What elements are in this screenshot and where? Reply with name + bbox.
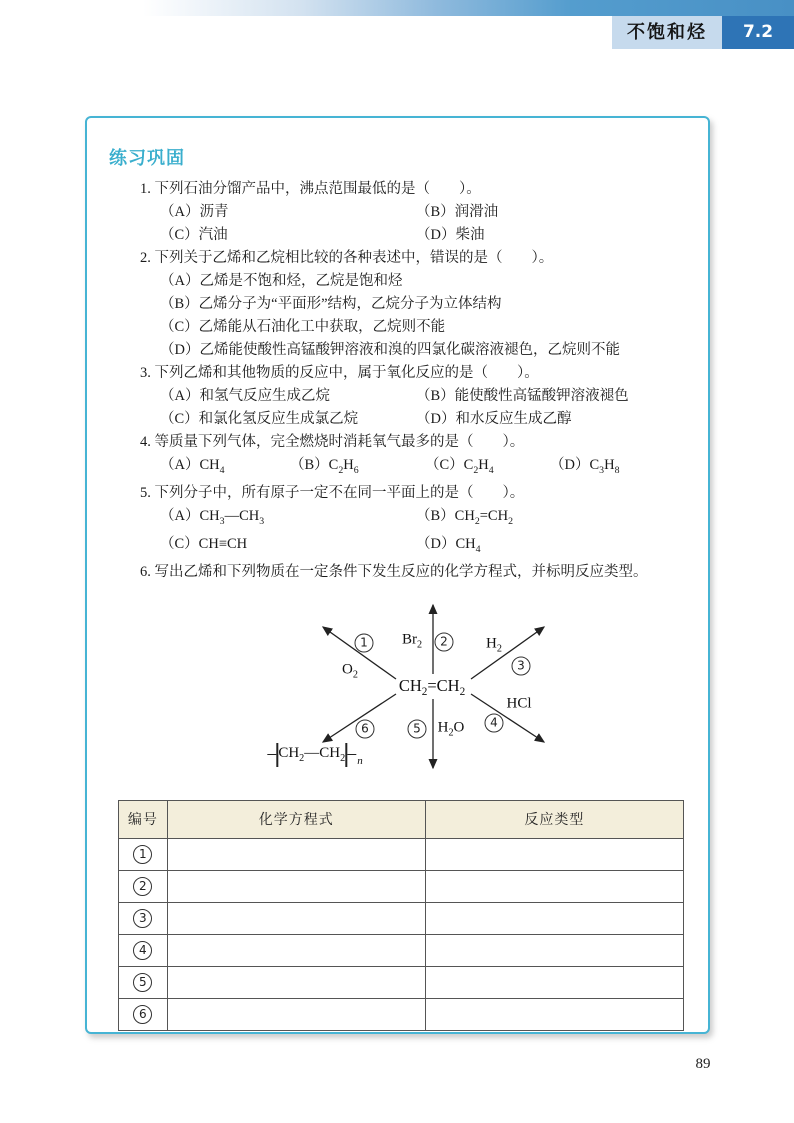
option-formula: $C_2H_4$ <box>463 457 494 476</box>
option-5A <box>160 505 416 533</box>
option-label: （C） <box>425 457 464 473</box>
option-label: （A） <box>160 507 200 524</box>
option-formula: $C_3H_8$ <box>589 457 620 476</box>
option-3C <box>160 408 416 431</box>
option-label: （D） <box>416 411 456 427</box>
reaction-diagram <box>87 596 708 778</box>
question-4-options-row <box>140 454 692 482</box>
circled-number-1: 1 <box>355 633 374 652</box>
option-2A-row <box>140 270 692 293</box>
option-2C <box>160 316 445 339</box>
option-1C <box>160 224 416 247</box>
option-5C <box>160 533 416 561</box>
option-4A <box>160 454 290 482</box>
exercise-box <box>85 116 710 1034</box>
question-3 <box>140 362 692 431</box>
option-label: （C） <box>160 227 199 243</box>
option-label: （A） <box>160 457 200 473</box>
step-5-badge <box>408 719 427 738</box>
option-text: 和氢气反应生成乙烷 <box>199 388 330 404</box>
question-text: 等质量下列气体，完全燃烧时消耗氧气最多的是（ ）。 <box>154 434 525 450</box>
option-label: （D） <box>416 227 456 243</box>
option-text: 柴油 <box>455 227 485 243</box>
question-text: 下列石油分馏产品中，沸点范围最低的是（ ）。 <box>154 181 481 197</box>
polyethylene-formula <box>267 743 362 767</box>
step-2-badge <box>435 632 454 651</box>
question-2-stem <box>140 247 692 270</box>
reagent-br2-label: $Br_2$ <box>401 631 423 651</box>
exercise-section-title: 练习巩固 <box>109 148 185 169</box>
option-formula: $CH_3—CH_3$ <box>199 507 265 527</box>
step-4-badge <box>485 713 504 732</box>
circled-number-6: 6 <box>356 719 375 738</box>
option-text: 和水反应生成乙醇 <box>455 411 572 427</box>
question-2 <box>140 247 692 362</box>
option-label: （B） <box>416 204 455 220</box>
equation-cell <box>167 870 425 902</box>
ethylene-formula: $CH_2=CH_2$ <box>398 675 466 698</box>
polymer-right-bond <box>347 754 356 756</box>
option-5B <box>416 505 513 533</box>
reagent-h2-label: $H_2$ <box>486 635 502 655</box>
type-cell <box>425 902 683 934</box>
option-4B <box>290 454 425 482</box>
option-label: （B） <box>290 457 329 473</box>
option-3D <box>416 408 571 431</box>
equation-cell <box>167 966 425 998</box>
option-2B-row <box>140 293 692 316</box>
reagent-hcl-label: HCl <box>506 695 532 712</box>
option-formula: CH≡CH <box>198 535 248 552</box>
option-label: （D） <box>550 457 590 473</box>
question-4 <box>140 431 692 482</box>
option-text: 乙烯分子为“平面形”结构，乙烷分子为立体结构 <box>198 296 502 312</box>
option-1A <box>160 201 416 224</box>
question-5 <box>140 482 692 561</box>
option-text: 沥青 <box>199 204 229 220</box>
step-3-badge <box>512 656 531 675</box>
polymer-repeat-unit: $CH_2—CH_2$ <box>278 745 346 765</box>
question-number: 1. <box>140 181 151 197</box>
question-number: 5. <box>140 484 151 501</box>
question-number: 4. <box>140 434 151 450</box>
option-formula: $C_2H_6$ <box>328 457 359 476</box>
table-row-6 <box>119 998 684 1030</box>
question-3-options-row-2 <box>140 408 692 431</box>
option-text: 乙烯能从石油化工中获取，乙烷则不能 <box>198 319 446 335</box>
step-1-badge <box>355 633 374 652</box>
page-number: 89 <box>695 1056 711 1072</box>
question-1 <box>140 178 692 247</box>
question-6 <box>140 561 692 584</box>
section-number-tab: 7.2 <box>722 16 794 49</box>
header-number: 编号 <box>119 800 168 838</box>
question-3-options-row-1 <box>140 385 692 408</box>
question-4-stem <box>140 431 692 454</box>
option-5D <box>416 533 481 561</box>
question-text: 下列关于乙烯和乙烷相比较的各种表述中，错误的是（ ）。 <box>154 250 554 266</box>
option-1B <box>416 201 498 224</box>
row-number-cell <box>119 902 168 934</box>
option-2A <box>160 270 402 293</box>
option-3B <box>416 385 629 408</box>
option-4D <box>550 454 619 482</box>
option-3A <box>160 385 416 408</box>
option-2D <box>160 339 620 362</box>
table-row-4 <box>119 934 684 966</box>
row-number-cell <box>119 934 168 966</box>
question-text: 写出乙烯和下列物质在一定条件下发生反应的化学方程式，并标明反应类型。 <box>154 563 648 580</box>
option-formula: $CH_4$ <box>455 535 481 555</box>
option-text: 乙烯是不饱和烃，乙烷是饱和烃 <box>199 273 403 289</box>
option-text: 能使酸性高锰酸钾溶液褪色 <box>454 388 629 404</box>
polymer-subscript-n: n <box>357 754 363 767</box>
row-number-cell <box>119 838 168 870</box>
question-5-options-row-1 <box>140 505 692 533</box>
circled-number-5: 5 <box>133 973 152 992</box>
chapter-title-tab: 不饱和烃 <box>612 16 722 49</box>
option-label: （D） <box>160 342 200 358</box>
circled-number-3: 3 <box>133 909 152 928</box>
polymer-left-bond <box>267 754 276 756</box>
row-number-cell <box>119 870 168 902</box>
circled-number-2: 2 <box>435 632 454 651</box>
option-formula: $CH_2=CH_2$ <box>454 507 513 527</box>
question-number: 2. <box>140 250 151 266</box>
question-1-options-row-2 <box>140 224 692 247</box>
top-gradient-bar <box>0 0 794 16</box>
circled-number-1: 1 <box>133 845 152 864</box>
table-row-5 <box>119 966 684 998</box>
option-label: （A） <box>160 273 200 289</box>
option-2B <box>160 293 502 316</box>
option-label: （B） <box>416 507 455 524</box>
type-cell <box>425 838 683 870</box>
step-6-badge <box>356 719 375 738</box>
type-cell <box>425 934 683 966</box>
question-5-options-row-2 <box>140 533 692 561</box>
table-row-3 <box>119 902 684 934</box>
question-3-stem <box>140 362 692 385</box>
header-reaction-type: 反应类型 <box>425 800 683 838</box>
equation-cell <box>167 934 425 966</box>
option-2D-row <box>140 339 692 362</box>
circled-number-3: 3 <box>512 656 531 675</box>
option-text: 汽油 <box>198 227 228 243</box>
option-text: 和氯化氢反应生成氯乙烷 <box>198 411 359 427</box>
question-number: 3. <box>140 365 151 381</box>
option-label: （C） <box>160 411 199 427</box>
option-text: 润滑油 <box>454 204 499 220</box>
option-text: 乙烯能使酸性高锰酸钾溶液和溴的四氯化碳溶液褪色，乙烷则不能 <box>199 342 620 358</box>
option-label: （C） <box>160 319 199 335</box>
table-header-row <box>119 800 684 838</box>
question-5-stem <box>140 482 692 505</box>
header-equation: 化学方程式 <box>167 800 425 838</box>
type-cell <box>425 870 683 902</box>
question-1-stem <box>140 178 692 201</box>
equation-cell <box>167 902 425 934</box>
circled-number-2: 2 <box>133 877 152 896</box>
option-label: （B） <box>416 388 455 404</box>
table-row-1 <box>119 838 684 870</box>
table-row-2 <box>119 870 684 902</box>
option-label: （A） <box>160 204 200 220</box>
answer-table <box>118 800 684 1031</box>
option-label: （D） <box>416 535 456 552</box>
circled-number-6: 6 <box>133 1005 152 1024</box>
reagent-o2-label: $O_2$ <box>342 661 358 681</box>
question-text: 下列分子中，所有原子一定不在同一平面上的是（ ）。 <box>154 484 525 501</box>
option-4C <box>425 454 550 482</box>
row-number-cell <box>119 998 168 1030</box>
circled-number-4: 4 <box>485 713 504 732</box>
option-formula: $CH_4$ <box>199 457 225 476</box>
type-cell <box>425 998 683 1030</box>
option-label: （B） <box>160 296 199 312</box>
option-label: （A） <box>160 388 200 404</box>
option-2C-row <box>140 316 692 339</box>
circled-number-5: 5 <box>408 719 427 738</box>
arrow-up-right <box>471 627 544 679</box>
question-number: 6. <box>140 563 151 580</box>
question-6-stem <box>140 561 692 584</box>
question-1-options-row-1 <box>140 201 692 224</box>
circled-number-4: 4 <box>133 941 152 960</box>
row-number-cell <box>119 966 168 998</box>
question-text: 下列乙烯和其他物质的反应中，属于氧化反应的是（ ）。 <box>154 365 539 381</box>
reagent-h2o-label: $H_2O$ <box>437 719 465 739</box>
option-1D <box>416 224 484 247</box>
equation-cell <box>167 998 425 1030</box>
equation-cell <box>167 838 425 870</box>
type-cell <box>425 966 683 998</box>
question-list <box>140 178 692 584</box>
option-label: （C） <box>160 535 199 552</box>
